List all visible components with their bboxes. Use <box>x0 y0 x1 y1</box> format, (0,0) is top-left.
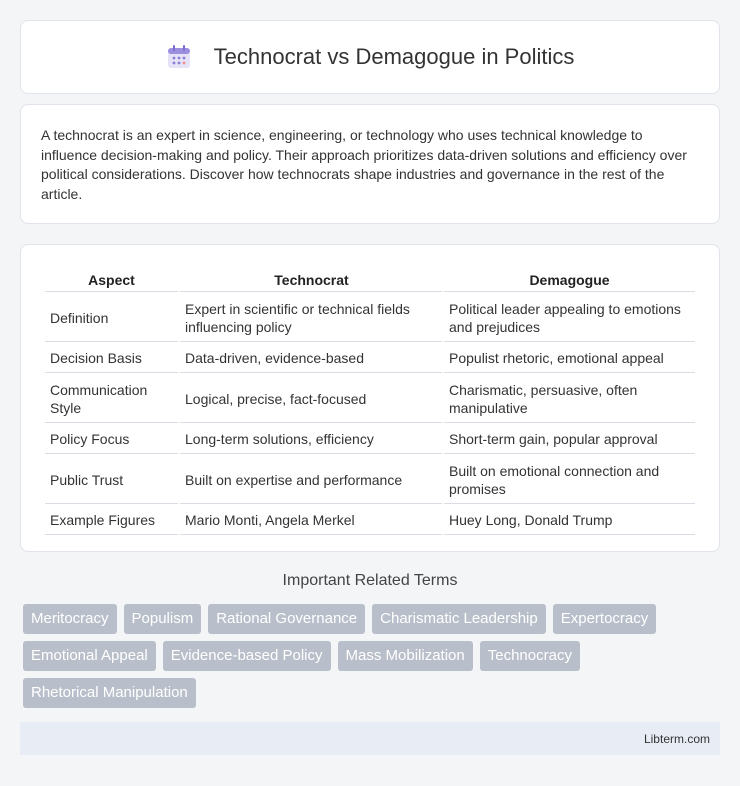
table-cell: Expert in scientific or technical fields influencing policy <box>180 294 442 342</box>
table-cell: Built on expertise and performance <box>180 456 442 504</box>
table-row <box>45 456 695 504</box>
tag-technocracy[interactable]: Technocracy <box>480 641 580 671</box>
table-cell: Mario Monti, Angela Merkel <box>180 506 442 535</box>
related-terms-title: Important Related Terms <box>282 572 458 589</box>
table-header-aspect: Aspect <box>45 267 178 292</box>
page-title: Technocrat vs Demagogue in Politics <box>213 44 575 69</box>
table-cell: Public Trust <box>45 456 178 504</box>
tag-charismatic-leadership[interactable]: Charismatic Leadership <box>372 604 546 634</box>
calendar-icon <box>166 44 192 70</box>
table-header-technocrat: Technocrat <box>180 267 442 292</box>
intro-card <box>20 104 720 224</box>
table-cell: Policy Focus <box>45 425 178 454</box>
table-cell: Data-driven, evidence-based <box>180 344 442 373</box>
tag-populism[interactable]: Populism <box>124 604 202 634</box>
tag-rhetorical-manipulation[interactable]: Rhetorical Manipulation <box>23 678 196 708</box>
table-row <box>45 425 695 454</box>
tag-evidence-based-policy[interactable]: Evidence-based Policy <box>163 641 331 671</box>
table-cell: Decision Basis <box>45 344 178 373</box>
tag-expertocracy[interactable]: Expertocracy <box>553 604 657 634</box>
table-row <box>45 294 695 342</box>
tag-meritocracy[interactable]: Meritocracy <box>23 604 117 634</box>
table-cell: Populist rhetoric, emotional appeal <box>444 344 695 373</box>
table-row <box>45 506 695 535</box>
table-cell: Example Figures <box>45 506 178 535</box>
table-cell: Logical, precise, fact-focused <box>180 375 442 423</box>
table-header-demagogue: Demagogue <box>444 267 695 292</box>
tag-emotional-appeal[interactable]: Emotional Appeal <box>23 641 156 671</box>
table-cell: Definition <box>45 294 178 342</box>
table-cell: Charismatic, persuasive, often manipulative <box>444 375 695 423</box>
comparison-table <box>43 265 697 537</box>
footer <box>20 722 720 755</box>
tag-rational-governance[interactable]: Rational Governance <box>208 604 365 634</box>
table-cell: Political leader appealing to emotions and prejudices <box>444 294 695 342</box>
table-cell: Short-term gain, popular approval <box>444 425 695 454</box>
intro-text: A technocrat is an expert in science, engineering, or technology who uses technical knowledge to influence decision-making and policy. Their approach prioritizes data-driven solutions and efficiency over political considerations. Discover how technocrats shape industries and governance in the rest of the article. <box>41 127 687 202</box>
table-cell: Long-term solutions, efficiency <box>180 425 442 454</box>
table-cell: Communication Style <box>45 375 178 423</box>
table-row <box>45 344 695 373</box>
header-card <box>20 20 720 94</box>
table-cell: Built on emotional connection and promises <box>444 456 695 504</box>
comparison-card <box>20 244 720 552</box>
table-row <box>45 375 695 423</box>
tag-mass-mobilization[interactable]: Mass Mobilization <box>338 641 473 671</box>
table-cell: Huey Long, Donald Trump <box>444 506 695 535</box>
related-terms-list <box>23 604 723 715</box>
footer-link[interactable]: Libterm.com <box>643 731 710 746</box>
table-header-row <box>45 267 695 292</box>
